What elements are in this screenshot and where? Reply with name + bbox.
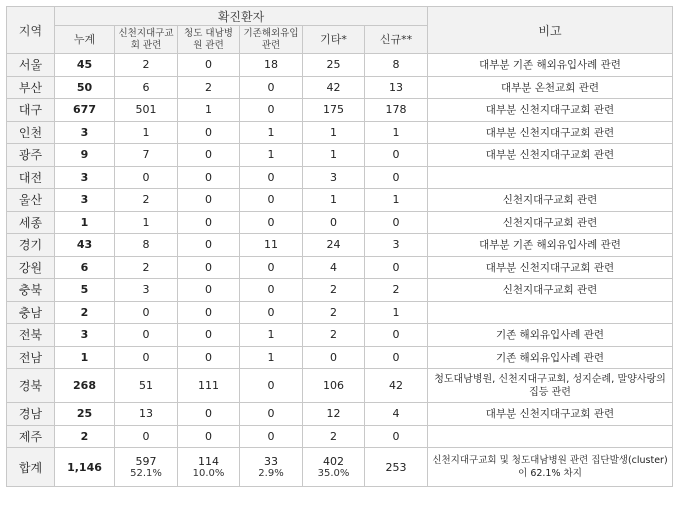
sum-other-pct: 35.0% [317, 468, 350, 479]
overseas-cell: 0 [240, 403, 303, 426]
new-cell: 1 [365, 301, 428, 324]
table-row [7, 234, 673, 257]
shincheonji-cell: 3 [115, 279, 178, 302]
table-row [7, 403, 673, 426]
new-cell: 0 [365, 425, 428, 448]
new-cell: 4 [365, 403, 428, 426]
other-cell: 106 [303, 369, 365, 403]
table-row [7, 324, 673, 347]
shincheonji-cell: 2 [115, 189, 178, 212]
region-cell: 제주 [7, 425, 55, 448]
table-row [7, 256, 673, 279]
col-header-shincheonji: 신천지대구교회 관련 [115, 26, 178, 54]
total-cell: 3 [55, 189, 115, 212]
other-cell: 42 [303, 76, 365, 99]
cheongdo-cell: 0 [178, 189, 240, 212]
other-cell: 1 [303, 121, 365, 144]
cheongdo-cell: 0 [178, 324, 240, 347]
shincheonji-cell: 0 [115, 324, 178, 347]
new-cell: 0 [365, 166, 428, 189]
sum-cheongdo-pct: 10.0% [192, 468, 225, 479]
cheongdo-cell: 0 [178, 403, 240, 426]
overseas-cell: 1 [240, 346, 303, 369]
cheongdo-cell: 0 [178, 234, 240, 257]
shincheonji-cell: 7 [115, 144, 178, 167]
cheongdo-cell: 0 [178, 54, 240, 77]
other-cell: 0 [303, 211, 365, 234]
cheongdo-cell: 0 [178, 211, 240, 234]
table-row [7, 121, 673, 144]
col-header-other: 기타* [303, 26, 365, 54]
overseas-cell: 0 [240, 99, 303, 122]
region-cell: 전북 [7, 324, 55, 347]
other-cell: 25 [303, 54, 365, 77]
overseas-cell: 0 [240, 211, 303, 234]
total-cell: 1 [55, 211, 115, 234]
table-row [7, 76, 673, 99]
region-cell: 광주 [7, 144, 55, 167]
note-cell: 기존 해외유입사례 관련 [428, 346, 673, 369]
note-cell: 대부분 신천지대구교회 관련 [428, 256, 673, 279]
overseas-cell: 0 [240, 279, 303, 302]
total-cell: 9 [55, 144, 115, 167]
total-cell: 43 [55, 234, 115, 257]
table-row [7, 346, 673, 369]
other-cell: 2 [303, 301, 365, 324]
table-body [7, 54, 673, 487]
table-row [7, 54, 673, 77]
region-cell: 경기 [7, 234, 55, 257]
sum-total-cell: 1,146 [55, 448, 115, 487]
region-cell: 경남 [7, 403, 55, 426]
total-cell: 25 [55, 403, 115, 426]
new-cell: 0 [365, 346, 428, 369]
table-row [7, 144, 673, 167]
sum-cheongdo-count: 114 [198, 455, 219, 468]
other-cell: 1 [303, 144, 365, 167]
overseas-cell: 1 [240, 324, 303, 347]
table-row [7, 166, 673, 189]
table-row [7, 99, 673, 122]
cheongdo-cell: 0 [178, 256, 240, 279]
other-cell: 24 [303, 234, 365, 257]
cheongdo-cell: 0 [178, 301, 240, 324]
overseas-cell: 0 [240, 76, 303, 99]
note-cell [428, 166, 673, 189]
shincheonji-cell: 2 [115, 256, 178, 279]
table-row [7, 301, 673, 324]
col-header-new: 신규** [365, 26, 428, 54]
covid-region-table [6, 6, 673, 487]
total-cell: 45 [55, 54, 115, 77]
shincheonji-cell: 0 [115, 346, 178, 369]
sum-shincheonji-pct: 52.1% [130, 468, 162, 479]
other-cell: 2 [303, 279, 365, 302]
overseas-cell: 11 [240, 234, 303, 257]
cheongdo-cell: 0 [178, 121, 240, 144]
shincheonji-cell: 0 [115, 301, 178, 324]
shincheonji-cell: 1 [115, 121, 178, 144]
table-row [7, 189, 673, 212]
total-cell: 3 [55, 166, 115, 189]
new-cell: 0 [365, 256, 428, 279]
overseas-cell: 0 [240, 166, 303, 189]
sum-shincheonji-count: 597 [135, 455, 157, 468]
region-cell: 세종 [7, 211, 55, 234]
note-cell: 대부분 신천지대구교회 관련 [428, 99, 673, 122]
region-cell: 충북 [7, 279, 55, 302]
shincheonji-cell: 0 [115, 425, 178, 448]
cheongdo-cell: 2 [178, 76, 240, 99]
shincheonji-cell: 6 [115, 76, 178, 99]
new-cell: 42 [365, 369, 428, 403]
sum-overseas-count: 33 [264, 455, 278, 468]
other-cell: 3 [303, 166, 365, 189]
other-cell: 1 [303, 189, 365, 212]
region-cell: 대구 [7, 99, 55, 122]
overseas-cell: 0 [240, 256, 303, 279]
table-row [7, 369, 673, 403]
new-cell: 0 [365, 211, 428, 234]
note-cell: 신천지대구교회 관련 [428, 211, 673, 234]
region-cell: 충남 [7, 301, 55, 324]
sum-region-cell: 합계 [7, 448, 55, 487]
shincheonji-cell: 51 [115, 369, 178, 403]
total-cell: 1 [55, 346, 115, 369]
total-cell: 677 [55, 99, 115, 122]
total-cell: 5 [55, 279, 115, 302]
note-cell: 대부분 신천지대구교회 관련 [428, 403, 673, 426]
confirmed-header: 확진환자 [55, 7, 428, 26]
shincheonji-cell: 501 [115, 99, 178, 122]
sum-row [7, 448, 673, 487]
region-cell: 인천 [7, 121, 55, 144]
new-cell: 13 [365, 76, 428, 99]
cheongdo-cell: 0 [178, 166, 240, 189]
cheongdo-cell: 0 [178, 425, 240, 448]
new-cell: 178 [365, 99, 428, 122]
cheongdo-cell: 0 [178, 346, 240, 369]
note-cell: 대부분 기존 해외유입사례 관련 [428, 234, 673, 257]
col-header-overseas: 기존해외유입관련 [240, 26, 303, 54]
table-row [7, 279, 673, 302]
sum-new-cell: 253 [365, 448, 428, 487]
new-cell: 8 [365, 54, 428, 77]
region-cell: 전남 [7, 346, 55, 369]
overseas-cell: 18 [240, 54, 303, 77]
other-cell: 4 [303, 256, 365, 279]
note-cell: 신천지대구교회 관련 [428, 189, 673, 212]
overseas-cell: 0 [240, 425, 303, 448]
cheongdo-cell: 0 [178, 279, 240, 302]
sum-shincheonji-cell [115, 448, 178, 487]
other-cell: 175 [303, 99, 365, 122]
overseas-cell: 1 [240, 121, 303, 144]
total-cell: 268 [55, 369, 115, 403]
table-row [7, 211, 673, 234]
region-cell: 경북 [7, 369, 55, 403]
other-cell: 2 [303, 425, 365, 448]
sum-overseas-cell [240, 448, 303, 487]
note-cell: 청도대남병원, 신천지대구교회, 성지순례, 말양사랑의집등 관련 [428, 369, 673, 403]
table-row [7, 425, 673, 448]
sum-overseas-pct: 2.9% [258, 468, 284, 479]
new-cell: 0 [365, 144, 428, 167]
other-cell: 2 [303, 324, 365, 347]
total-cell: 6 [55, 256, 115, 279]
region-cell: 울산 [7, 189, 55, 212]
new-cell: 1 [365, 189, 428, 212]
overseas-cell: 0 [240, 189, 303, 212]
new-cell: 3 [365, 234, 428, 257]
note-cell: 기존 해외유입사례 관련 [428, 324, 673, 347]
overseas-cell: 1 [240, 144, 303, 167]
sum-cheongdo-cell [178, 448, 240, 487]
shincheonji-cell: 0 [115, 166, 178, 189]
overseas-cell: 0 [240, 369, 303, 403]
new-cell: 2 [365, 279, 428, 302]
other-cell: 0 [303, 346, 365, 369]
total-cell: 3 [55, 121, 115, 144]
note-header: 비고 [428, 7, 673, 54]
col-header-total: 누계 [55, 26, 115, 54]
sum-note-cell: 신천지대구교회 및 청도대남병원 관련 집단발생(cluster)이 62.1% 차지 [428, 448, 673, 487]
note-cell: 대부분 신천지대구교회 관련 [428, 121, 673, 144]
note-cell [428, 301, 673, 324]
shincheonji-cell: 2 [115, 54, 178, 77]
total-cell: 2 [55, 425, 115, 448]
table-header [7, 7, 673, 54]
note-cell: 대부분 기존 해외유입사례 관련 [428, 54, 673, 77]
shincheonji-cell: 13 [115, 403, 178, 426]
shincheonji-cell: 8 [115, 234, 178, 257]
region-cell: 서울 [7, 54, 55, 77]
header-row-1 [7, 7, 673, 26]
total-cell: 50 [55, 76, 115, 99]
sum-other-cell [303, 448, 365, 487]
cheongdo-cell: 111 [178, 369, 240, 403]
new-cell: 1 [365, 121, 428, 144]
shincheonji-cell: 1 [115, 211, 178, 234]
note-cell: 신천지대구교회 관련 [428, 279, 673, 302]
region-cell: 강원 [7, 256, 55, 279]
region-cell: 대전 [7, 166, 55, 189]
sum-other-count: 402 [323, 455, 344, 468]
col-header-cheongdo: 청도 대남병원 관련 [178, 26, 240, 54]
cheongdo-cell: 1 [178, 99, 240, 122]
note-cell: 대부분 온천교회 관련 [428, 76, 673, 99]
total-cell: 3 [55, 324, 115, 347]
cheongdo-cell: 0 [178, 144, 240, 167]
note-cell: 대부분 신천지대구교회 관련 [428, 144, 673, 167]
other-cell: 12 [303, 403, 365, 426]
total-cell: 2 [55, 301, 115, 324]
new-cell: 0 [365, 324, 428, 347]
overseas-cell: 0 [240, 301, 303, 324]
note-cell [428, 425, 673, 448]
region-header: 지역 [7, 7, 55, 54]
region-cell: 부산 [7, 76, 55, 99]
covid-region-table-container [6, 6, 672, 487]
